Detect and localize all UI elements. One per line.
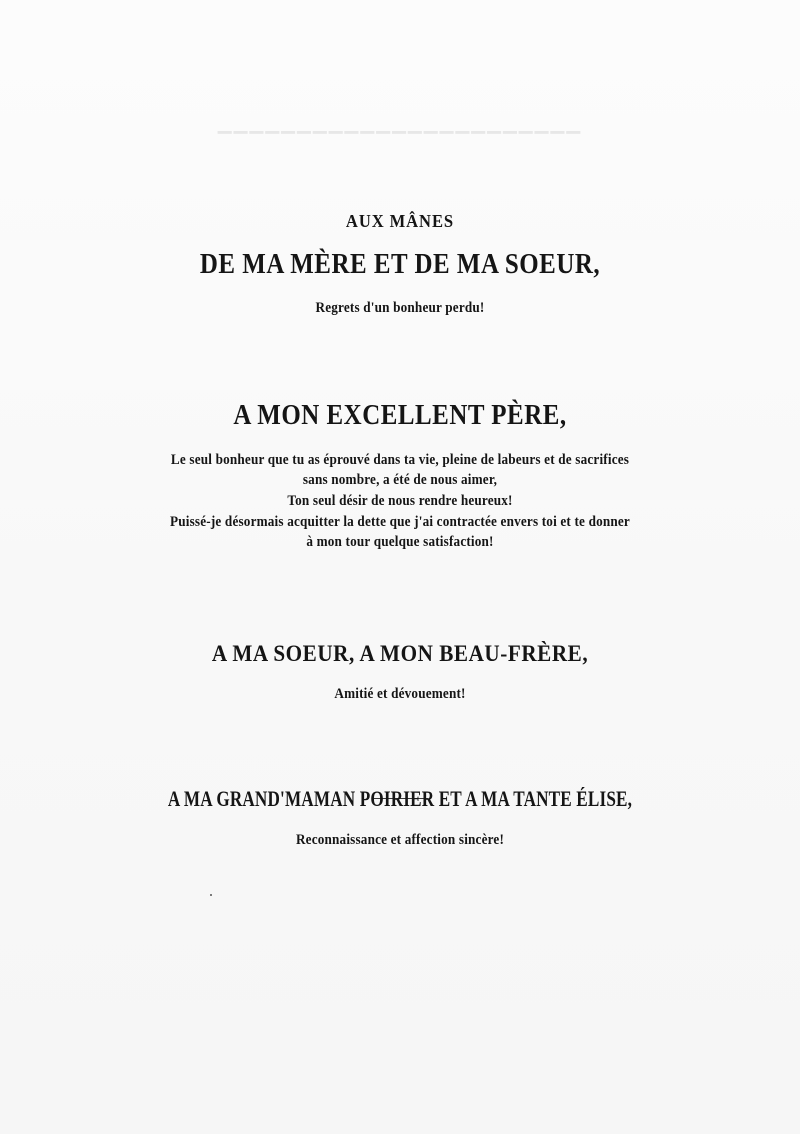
bleed-through-mark: ▔▔▔▔▔▔▔▔▔▔▔▔▔▔▔▔▔▔▔▔▔▔▔ <box>217 113 583 133</box>
dedication-2-title: A MON EXCELLENT PÈRE, <box>233 399 567 431</box>
dedication-3-line: Amitié et dévouement! <box>334 686 466 702</box>
ink-speck <box>210 894 212 896</box>
dedication-1-line: Regrets d'un bonheur perdu! <box>315 300 485 316</box>
dedication-4-title: A MA GRAND'MAMAN POIRIER ET A MA TANTE ÉLISE, <box>167 786 633 811</box>
dedication-1-heading: AUX MÂNES <box>345 211 455 231</box>
dedication-3-title: A MA SOEUR, A MON BEAU-FRÈRE, <box>211 641 589 666</box>
dedication-2-line-1: Le seul bonheur que tu as éprouvé dans ta vie, pleine de labeurs et de sacrifices <box>170 452 630 468</box>
dedication-2-line-3: Ton seul désir de nous rendre heureux! <box>287 493 513 509</box>
dedication-2-line-2: sans nombre, a été de nous aimer, <box>302 472 498 488</box>
dedication-1-title: DE MA MÈRE ET DE MA SOEUR, <box>199 248 601 280</box>
dedication-4-line: Reconnaissance et affection sincère! <box>295 832 505 848</box>
dedication-2-line-4: Puissé-je désormais acquitter la dette que j'ai contractée envers toi et te donner <box>170 514 630 530</box>
dedication-2-line-5: à mon tour quelque satisfaction! <box>306 534 494 550</box>
